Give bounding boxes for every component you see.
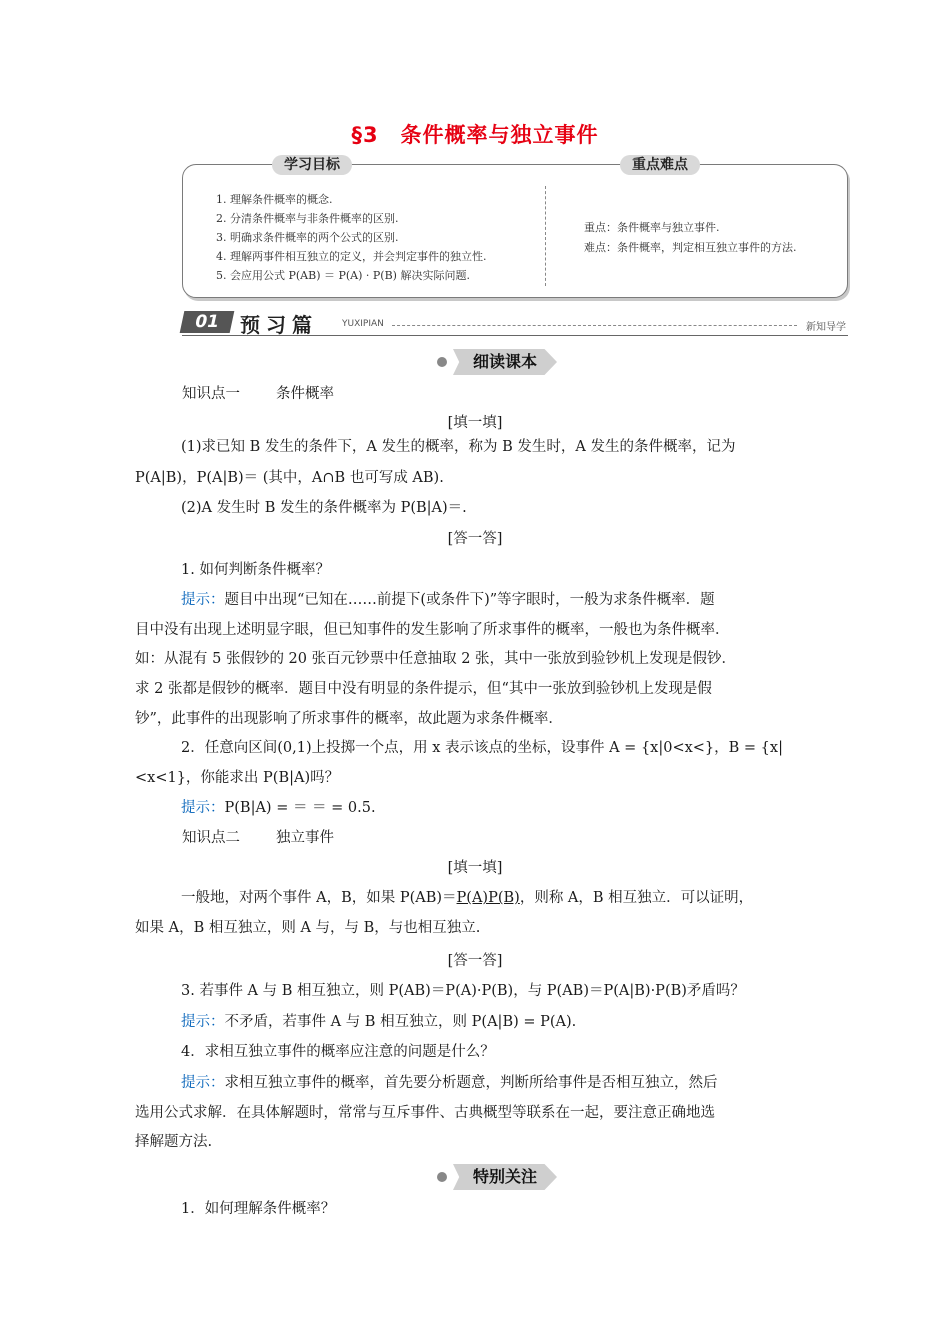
fill-heading: [填一填] [447, 860, 503, 876]
section-dashed-line [392, 325, 797, 326]
objective-item: 3. 明确求条件概率的两个公式的区别. [216, 231, 399, 244]
hint-line: 钞”，此事件的出现影响了所求事件的概率，故此题为求条件概率． [135, 711, 563, 727]
hint-label: 提示： [181, 1075, 225, 1091]
page-title: §3 条件概率与独立事件 [351, 123, 599, 147]
knowledge-point-2 [182, 828, 862, 848]
focus-label: 重点难点 [620, 155, 700, 175]
hint-label: 提示： [181, 1014, 225, 1030]
hint-label: 提示： [181, 800, 225, 816]
question-3: 3. 若事件 A 与 B 相互独立，则 P(AB)＝P(A)·P(B)，与 P(AB)＝P(A|B)·P(B)矛盾吗？ [181, 983, 745, 999]
paragraph-line: P(A|B)，P(A|B)＝ (其中，A∩B 也可写成 AB). [135, 470, 444, 486]
hint-text: P(B|A) = ＝ ＝ = 0.5. [224, 800, 376, 816]
hint-line [135, 590, 815, 610]
banner-text: 特别关注 [472, 1167, 537, 1186]
objective-item: 1. 理解条件概率的概念. [216, 193, 333, 206]
hint-line: 求 2 张都是假钞的概率．题目中没有明显的条件提示，但“其中一张放到验钞机上发现是假 [135, 681, 712, 697]
question-2: 2．任意向区间(0,1)上投掷一个点，用 x 表示该点的坐标，设事件 A = {x|0<x<}，B = {x| [181, 740, 783, 756]
question-1: 1. 如何判断条件概率？ [181, 562, 330, 578]
text-segment: ，则称 A，B 相互独立．可以证明， [519, 890, 754, 906]
section-number: 01 [180, 311, 235, 333]
answer-heading: [答一答] [447, 531, 503, 547]
hint-text: 不矛盾，若事件 A 与 B 相互独立，则 P(A|B) = P(A). [224, 1014, 577, 1030]
focus-list [584, 218, 839, 258]
hint-line: 目中没有出现上述明显字眼，但已知事件的发生影响了所求事件的概率，一般也为条件概率． [135, 622, 730, 638]
bullet-dot-icon [437, 1172, 447, 1182]
section-tag: 新知导学 [806, 322, 846, 333]
objectives-list [216, 190, 546, 285]
section-pinyin: YUXIPIAN [342, 319, 384, 329]
kp-name: 独立事件 [276, 830, 334, 846]
hint-text: 题目中出现“已知在……前提下(或条件下)”等字眼时，一般为求条件概率．题 [224, 592, 715, 608]
focus-difficult: 难点：条件概率，判定相互独立事件的方法. [584, 241, 797, 254]
hint-line [135, 798, 815, 818]
paragraph-line: (1)求已知 B 发生的条件下，A 发生的概率，称为 B 发生时，A 发生的条件概率，记为 [181, 439, 736, 455]
text-segment: 一般地，对两个事件 A，B，如果 P(AB)＝ [181, 890, 457, 906]
paragraph-line: 如果 A，B 相互独立，则 A 与，与 B，与也相互独立. [135, 920, 481, 936]
objectives-label: 学习目标 [272, 155, 352, 175]
bullet-dot-icon [437, 357, 447, 367]
hint-line [135, 1012, 815, 1032]
question-4: 4．求相互独立事件的概率应注意的问题是什么？ [181, 1044, 495, 1060]
paragraph-line: (2)A 发生时 B 发生的条件概率为 P(B|A)＝. [181, 500, 467, 516]
section-underline [182, 335, 848, 336]
fill-heading: [填一填] [447, 415, 503, 431]
section-name: 预习篇 [240, 313, 318, 337]
kp-label: 知识点一 [182, 386, 240, 402]
kp-label: 知识点二 [182, 830, 240, 846]
hint-text: 求相互独立事件的概率，首先要分析题意，判断所给事件是否相互独立，然后 [224, 1075, 718, 1091]
underlined-answer: P(A)P(B) [456, 890, 520, 906]
objective-item: 4. 理解两事件相互独立的定义，并会判定事件的独立性. [216, 250, 487, 263]
hint-line: 择解题方法. [135, 1134, 213, 1150]
hint-label: 提示： [181, 592, 225, 608]
question-2-cont: <x<1}，你能求出 P(B|A)吗？ [135, 770, 340, 786]
banner-text: 细读课本 [472, 352, 537, 371]
answer-heading: [答一答] [447, 953, 503, 969]
objectives-divider [545, 186, 546, 286]
kp-name: 条件概率 [276, 386, 334, 402]
knowledge-point-1 [182, 384, 862, 404]
focus-key: 重点：条件概率与独立事件. [584, 221, 720, 234]
hint-line: 选用公式求解．在具体解题时，常常与互斥事件、古典概型等联系在一起，要注意正确地选 [135, 1105, 715, 1121]
question-5: 1．如何理解条件概率？ [181, 1201, 336, 1217]
objective-item: 2. 分清条件概率与非条件概率的区别. [216, 212, 399, 225]
hint-line: 如：从混有 5 张假钞的 20 张百元钞票中任意抽取 2 张，其中一张放到验钞机上发现是假钞． [135, 651, 737, 667]
objective-item: 5. 会应用公式 P(AB) ＝ P(A) · P(B) 解决实际问题. [216, 269, 470, 282]
section-header [182, 311, 848, 337]
hint-line [135, 1073, 815, 1093]
paragraph-line [135, 888, 815, 908]
